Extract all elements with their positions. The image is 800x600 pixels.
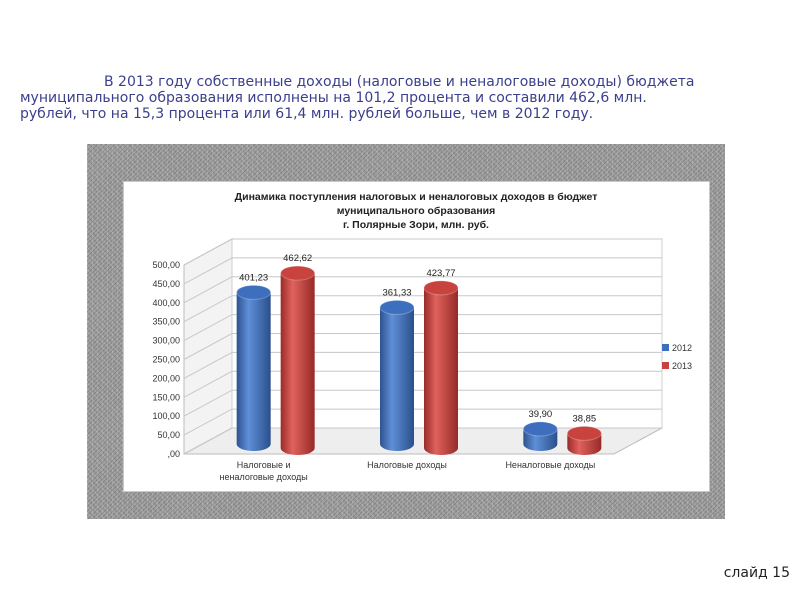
y-tick-label: 100,00 [152,411,180,422]
bar-top-2013-1 [424,281,458,295]
legend-label-2013: 2013 [672,361,693,371]
intro-line-2: муниципального образования исполнены на 101,2 процента и составили 462,6 млн. [20,90,647,106]
category-label: неналоговые доходы [219,472,308,482]
intro-line-3: рублей, что на 15,3 процента или 61,4 млн. рублей больше, чем в 2012 году. [20,106,594,122]
y-tick-label: ,00 [167,449,180,459]
bar-top-2012-2 [523,422,557,436]
legend-label-2012: 2012 [672,343,693,353]
data-label: 361,33 [382,287,412,299]
slide-number: слайд 15 [723,565,790,581]
bar-top-2013-2 [567,426,601,440]
data-label: 462,62 [283,253,313,265]
bar-2012-1 [380,307,414,451]
data-label: 38,85 [572,413,597,425]
legend-swatch-2013 [662,362,669,369]
category-label: Налоговые доходы [367,460,447,470]
y-tick-label: 250,00 [152,354,180,365]
chart-title-line: муниципального образования [336,205,496,217]
data-label: 401,23 [239,272,269,284]
y-tick-label: 500,00 [152,260,180,270]
bar-top-2012-0 [237,285,271,299]
chart-panel [123,181,710,492]
y-tick-label: 400,00 [152,297,180,308]
legend-swatch-2012 [662,344,669,351]
data-label: 423,77 [426,267,456,279]
bar-2013-1 [424,288,458,455]
y-tick-label: 50,00 [157,430,180,441]
category-label: Неналоговые доходы [505,460,596,470]
intro-paragraph [20,74,768,122]
bar-top-2012-1 [380,300,414,314]
intro-line-1: В 2013 году собственные доходы (налоговые и неналоговые доходы) бюджета [104,74,695,90]
bar-top-2013-0 [281,266,315,280]
y-tick-label: 200,00 [152,373,180,384]
data-label: 39,90 [528,408,553,420]
category-label: Налоговые и [236,460,291,470]
chart-title-line: г. Полярные Зори, млн. руб. [343,219,489,231]
chart-title-line: Динамика поступления налоговых и неналоговых доходов в бюджет [234,191,598,203]
y-tick-label: 150,00 [152,392,180,403]
y-tick-label: 350,00 [152,316,180,327]
y-tick-label: 450,00 [152,278,180,289]
bar-2013-0 [281,273,315,455]
revenue-chart [124,182,709,491]
bar-2012-0 [237,292,271,451]
y-tick-label: 300,00 [152,335,180,346]
